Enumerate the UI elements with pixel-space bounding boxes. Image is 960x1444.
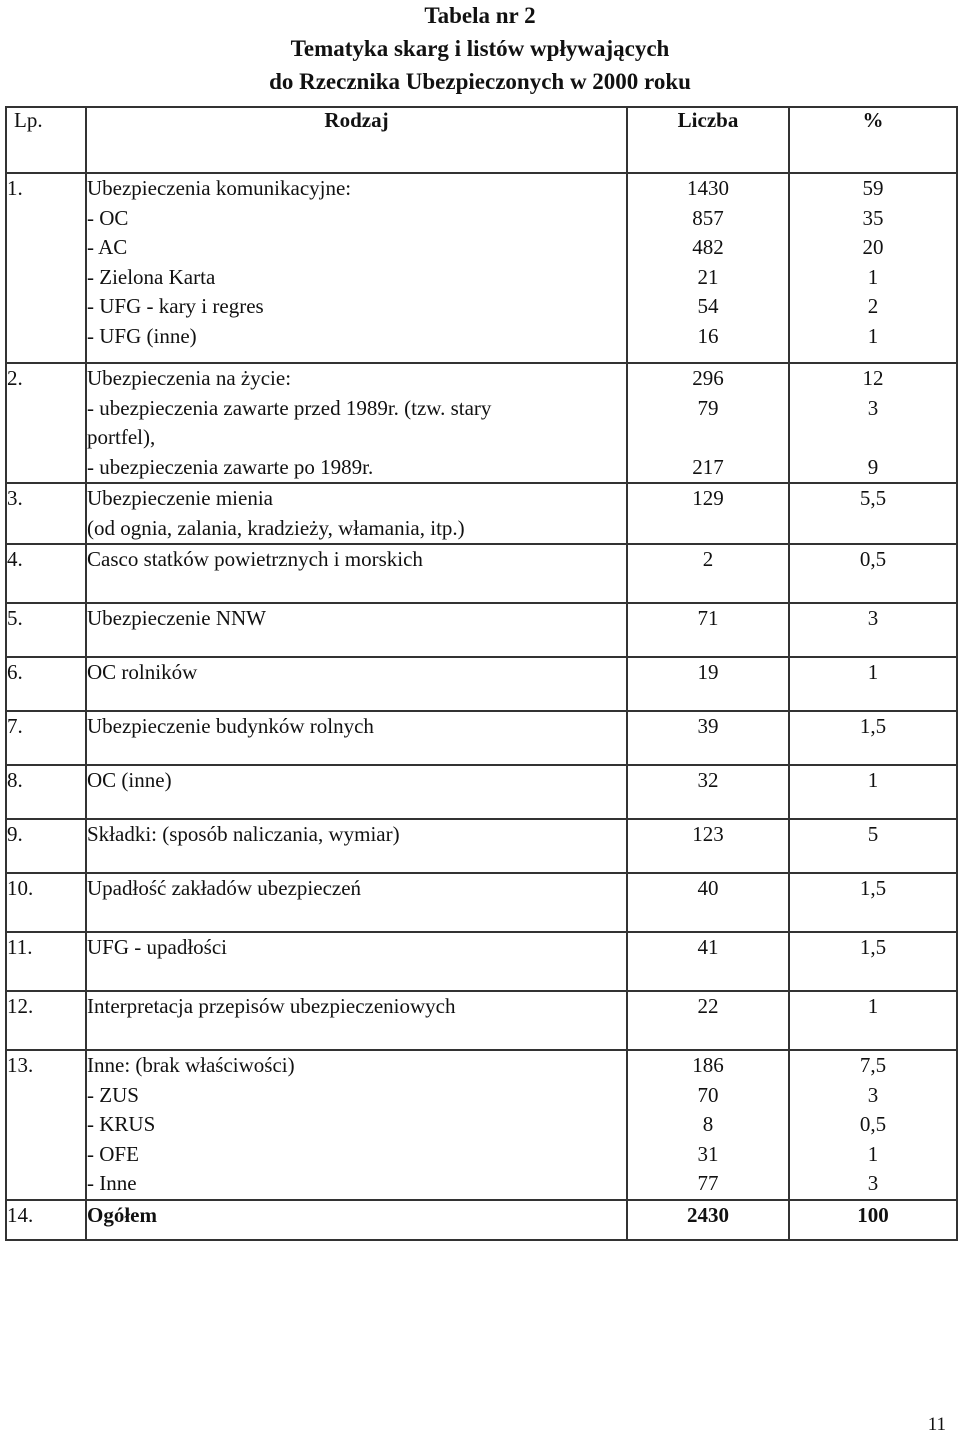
row-count: 482 xyxy=(692,235,724,259)
row-percent: 1 xyxy=(867,768,879,792)
row-count-cell xyxy=(627,932,789,991)
row-label: - UFG (inne) xyxy=(87,323,197,348)
row-label: Ubezpieczenie NNW xyxy=(87,606,266,630)
row-percent-cell xyxy=(789,1050,957,1200)
row-label-cell xyxy=(86,991,627,1050)
row-percent: 12 xyxy=(862,366,884,390)
row-count: 8 xyxy=(702,1112,714,1136)
row-percent: 0,5 xyxy=(859,547,887,571)
complaints-table xyxy=(5,106,958,1241)
row-number-cell xyxy=(6,603,86,657)
row-label: Casco statków powietrznych i morskich xyxy=(87,547,423,571)
row-count-cell xyxy=(627,873,789,932)
title-line-2: Tematyka skarg i listów wpływających xyxy=(290,36,670,61)
row-label: Ubezpieczenia na życie: xyxy=(87,366,292,390)
row-number-cell xyxy=(6,544,86,603)
row-number: 10. xyxy=(7,876,34,900)
row-percent-cell xyxy=(789,363,957,483)
header-pct: % xyxy=(789,107,957,173)
table-row xyxy=(6,711,957,765)
row-percent: 2 xyxy=(867,294,879,318)
row-count: 123 xyxy=(692,822,724,846)
row-number-cell xyxy=(6,819,86,873)
row-count-cell xyxy=(627,603,789,657)
row-percent-cell xyxy=(789,711,957,765)
row-percent-cell xyxy=(789,173,957,363)
row-label-cell xyxy=(86,603,627,657)
row-count-cell xyxy=(627,1050,789,1200)
row-count: 32 xyxy=(697,768,719,792)
row-count: 21 xyxy=(697,264,719,289)
row-label: - Zielona Karta xyxy=(87,264,216,289)
row-label: - ubezpieczenia zawarte po 1989r. xyxy=(87,454,374,479)
row-label: UFG - upadłości xyxy=(87,935,227,959)
row-label-cell xyxy=(86,711,627,765)
table-row xyxy=(6,819,957,873)
row-number: 9. xyxy=(7,822,23,846)
row-label-cell xyxy=(86,873,627,932)
table-body xyxy=(6,173,957,1240)
table-row xyxy=(6,1050,957,1200)
row-percent: 3 xyxy=(867,1171,879,1195)
row-percent xyxy=(790,514,956,544)
row-count: 186 xyxy=(692,1053,724,1077)
row-percent-cell xyxy=(789,932,957,991)
row-count: 77 xyxy=(697,1171,719,1195)
row-count-cell xyxy=(627,173,789,363)
row-label: Interpretacja przepisów ubezpieczeniowych xyxy=(87,994,456,1018)
row-percent-cell xyxy=(789,657,957,711)
header-liczba: Liczba xyxy=(627,107,789,173)
row-count xyxy=(628,423,788,453)
row-number-cell xyxy=(6,991,86,1050)
row-percent-cell xyxy=(789,544,957,603)
row-label: (od ognia, zalania, kradzieży, włamania, itp.) xyxy=(87,515,465,540)
row-count-cell xyxy=(627,657,789,711)
row-number: 1. xyxy=(7,176,23,200)
row-count-cell xyxy=(627,483,789,544)
row-count-cell xyxy=(627,1200,789,1240)
row-label-cell xyxy=(86,932,627,991)
row-number: 11. xyxy=(7,935,33,959)
row-percent: 1,5 xyxy=(859,714,887,738)
row-percent-cell xyxy=(789,603,957,657)
row-percent: 1,5 xyxy=(859,876,887,900)
row-percent: 0,5 xyxy=(859,1112,887,1136)
row-number: 8. xyxy=(7,768,23,792)
row-percent: 1 xyxy=(867,660,879,684)
row-number-cell xyxy=(6,173,86,363)
row-count: 22 xyxy=(697,994,719,1018)
row-percent: 5,5 xyxy=(859,486,887,510)
row-number-cell xyxy=(6,483,86,544)
row-percent-cell xyxy=(789,765,957,819)
row-count: 39 xyxy=(697,714,719,738)
row-percent-cell xyxy=(789,483,957,544)
table-row xyxy=(6,173,957,363)
row-number-cell xyxy=(6,711,86,765)
title-line-1: Tabela nr 2 xyxy=(424,3,536,28)
row-label: - OFE xyxy=(87,1141,139,1166)
row-label: OC rolników xyxy=(87,660,198,684)
row-number: 14. xyxy=(7,1202,34,1227)
row-count: 296 xyxy=(692,366,724,390)
row-number: 13. xyxy=(7,1053,34,1077)
row-label-cell xyxy=(86,544,627,603)
row-number-cell xyxy=(6,363,86,483)
table-row xyxy=(6,991,957,1050)
row-label-cell xyxy=(86,173,627,363)
row-count: 54 xyxy=(697,294,719,318)
row-percent-cell xyxy=(789,819,957,873)
row-label: - ZUS xyxy=(87,1082,139,1107)
table-row xyxy=(6,657,957,711)
row-count: 2 xyxy=(702,547,714,571)
row-label: Składki: (sposób naliczania, wymiar) xyxy=(87,822,400,846)
row-percent: 3 xyxy=(867,606,879,630)
row-label: Upadłość zakładów ubezpieczeń xyxy=(87,876,362,900)
row-count-cell xyxy=(627,991,789,1050)
row-label: - AC xyxy=(87,235,128,259)
row-label: Ubezpieczenie budynków rolnych xyxy=(87,714,374,738)
row-number-cell xyxy=(6,657,86,711)
row-label: - Inne xyxy=(87,1171,137,1195)
row-count: 70 xyxy=(697,1082,719,1107)
row-percent: 9 xyxy=(867,454,879,479)
row-count-cell xyxy=(627,819,789,873)
table-row xyxy=(6,1200,957,1240)
row-number-cell xyxy=(6,932,86,991)
row-count: 41 xyxy=(697,935,719,959)
row-percent: 3 xyxy=(867,1082,879,1107)
page-number: 11 xyxy=(927,1414,946,1435)
row-label: portfel), xyxy=(87,425,156,449)
row-count: 40 xyxy=(697,876,719,900)
row-label: Ogółem xyxy=(87,1202,157,1227)
table-row xyxy=(6,544,957,603)
row-percent: 1 xyxy=(867,323,879,348)
row-percent: 5 xyxy=(867,822,879,846)
row-label: - KRUS xyxy=(87,1112,156,1136)
row-label: Ubezpieczenie mienia xyxy=(87,486,273,510)
row-count-cell xyxy=(627,711,789,765)
row-count-cell xyxy=(627,765,789,819)
row-percent: 3 xyxy=(867,395,879,420)
row-percent: 1,5 xyxy=(859,935,887,959)
row-label-cell xyxy=(86,765,627,819)
row-count: 217 xyxy=(692,454,724,479)
row-count-cell xyxy=(627,544,789,603)
header-rodzaj: Rodzaj xyxy=(86,107,627,173)
row-number: 7. xyxy=(7,714,23,738)
row-label: Inne: (brak właściwości) xyxy=(87,1053,295,1077)
row-count: 857 xyxy=(692,205,724,230)
row-count: 2430 xyxy=(687,1202,729,1227)
row-number-cell xyxy=(6,1200,86,1240)
row-number: 2. xyxy=(7,366,23,390)
row-number-cell xyxy=(6,765,86,819)
row-number: 12. xyxy=(7,994,34,1018)
row-count-cell xyxy=(627,363,789,483)
row-count: 16 xyxy=(697,323,719,348)
row-percent-cell xyxy=(789,1200,957,1240)
row-count: 1430 xyxy=(687,176,729,200)
table-row xyxy=(6,363,957,483)
row-label: Ubezpieczenia komunikacyjne: xyxy=(87,176,352,200)
row-label-cell xyxy=(86,1050,627,1200)
row-number-cell xyxy=(6,1050,86,1200)
row-percent-cell xyxy=(789,873,957,932)
header-lp: Lp. xyxy=(6,107,86,173)
row-number: 4. xyxy=(7,547,23,571)
table-row xyxy=(6,603,957,657)
row-label-cell xyxy=(86,819,627,873)
table-row xyxy=(6,483,957,544)
row-count: 71 xyxy=(697,606,719,630)
row-percent: 7,5 xyxy=(859,1053,887,1077)
row-label: - UFG - kary i regres xyxy=(87,294,264,318)
row-label-cell xyxy=(86,1200,627,1240)
row-percent-cell xyxy=(789,991,957,1050)
row-count: 79 xyxy=(697,395,719,420)
row-count: 19 xyxy=(697,660,719,684)
row-label-cell xyxy=(86,657,627,711)
table-header-row xyxy=(6,107,957,173)
row-label: - ubezpieczenia zawarte przed 1989r. (tzw. stary xyxy=(87,395,492,420)
row-number-cell xyxy=(6,873,86,932)
row-count: 31 xyxy=(697,1141,719,1166)
table-row xyxy=(6,765,957,819)
row-percent: 20 xyxy=(862,235,884,259)
row-percent: 100 xyxy=(857,1202,889,1227)
row-count: 129 xyxy=(692,486,724,510)
row-label: - OC xyxy=(87,205,129,230)
row-percent xyxy=(790,423,956,453)
title-line-3: do Rzecznika Ubezpieczonych w 2000 roku xyxy=(269,69,691,94)
row-label-cell xyxy=(86,483,627,544)
row-label: OC (inne) xyxy=(87,768,172,792)
row-number: 5. xyxy=(7,606,23,630)
row-percent: 35 xyxy=(862,205,884,230)
table-row xyxy=(6,873,957,932)
row-label-cell xyxy=(86,363,627,483)
row-percent: 1 xyxy=(867,1141,879,1166)
row-count xyxy=(628,514,788,544)
row-number: 3. xyxy=(7,486,23,510)
row-percent: 1 xyxy=(867,264,879,289)
row-number: 6. xyxy=(7,660,23,684)
table-row xyxy=(6,932,957,991)
row-percent: 59 xyxy=(862,176,884,200)
row-percent: 1 xyxy=(867,994,879,1018)
